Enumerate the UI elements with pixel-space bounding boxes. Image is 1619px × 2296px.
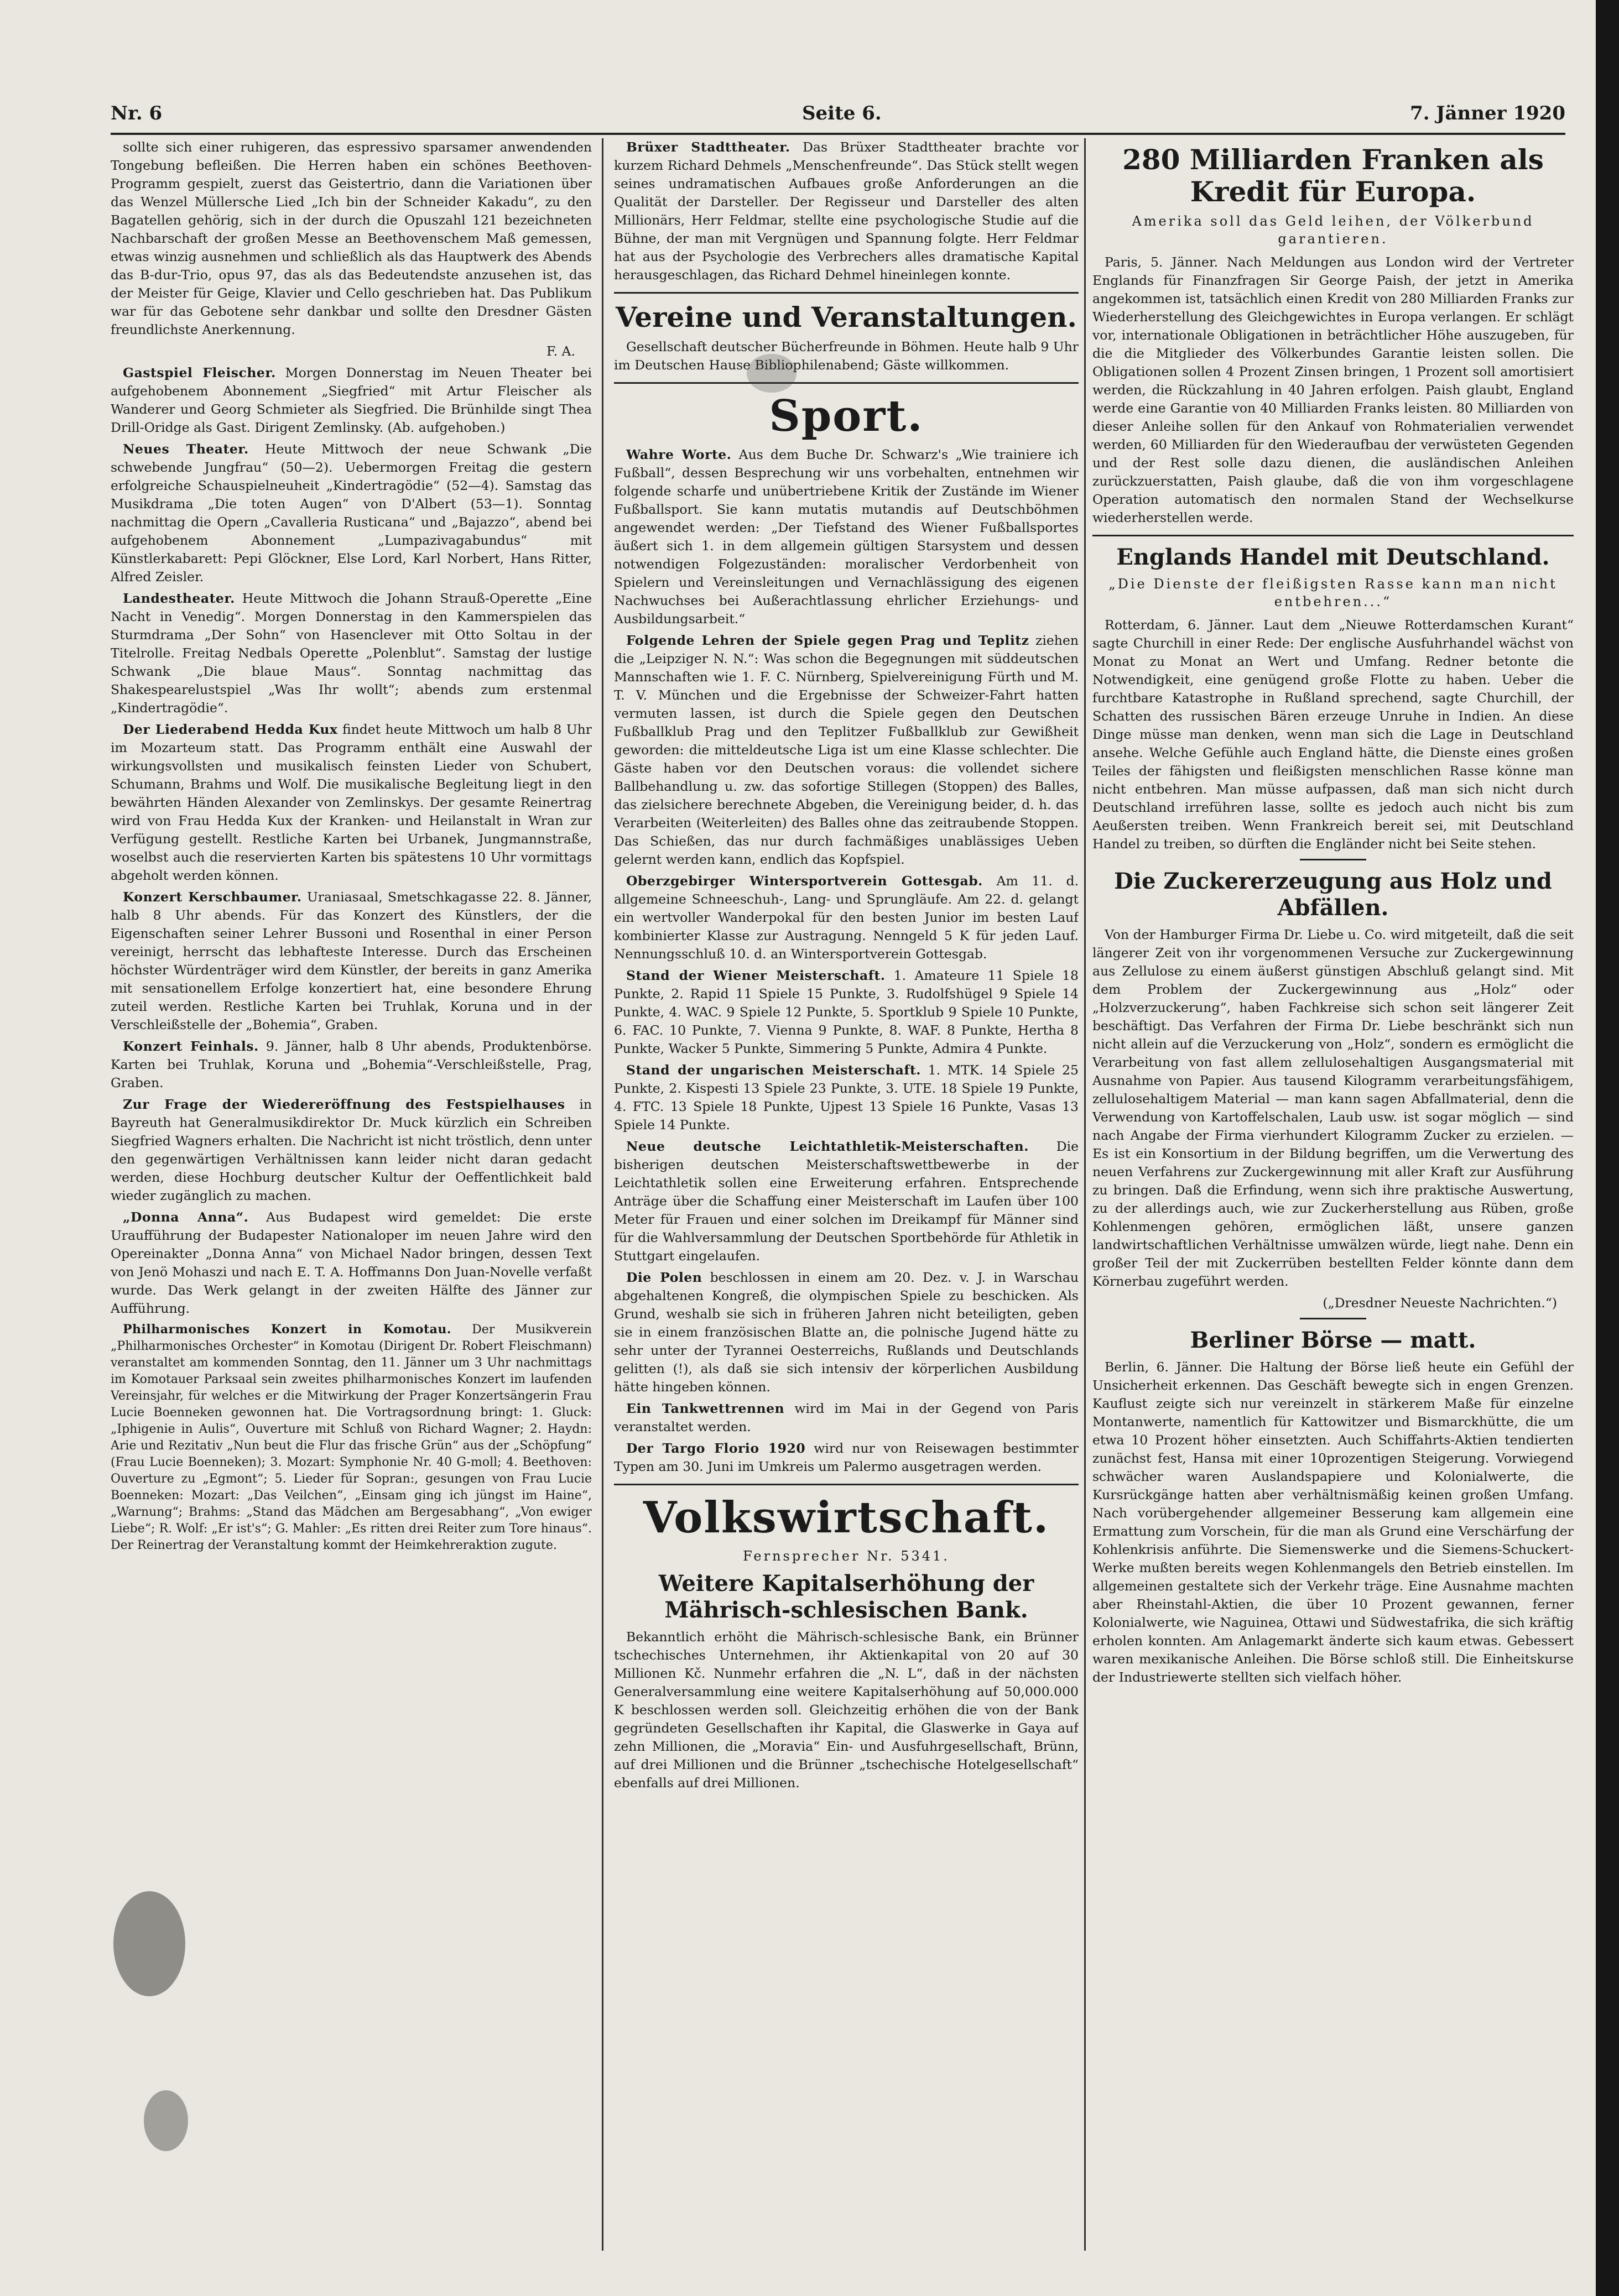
- item-body: findet heute Mittwoch um halb 8 Uhr im Mozarteum statt. Das Programm enthält eine Auswahl der wirkungsvollsten und musikalisch feinsten Lieder von Schubert, Schumann, Brahms und Wolf. Die musikalische Begleitung liegt in den bewährten Händen Alexander von Zemlinskys. Der gesamte Reinertrag wird von Frau Hedda Kux der Kranken- und Heilanstalt in Wran zur Verfügung gestellt. Restliche Karten bei Urbanek, Jungmannstraße, woselbst auch die reservierten Karten bis spätestens 10 Uhr vormittags abgeholt werden können.: [111, 722, 592, 883]
- item-lead: Wahre Worte.: [626, 447, 732, 462]
- article-paragraph: [614, 1061, 1079, 1134]
- section-rule: [1092, 535, 1574, 536]
- article-headline: Englands Handel mit Deutschland.: [1116, 544, 1550, 570]
- section-rule: [614, 382, 1079, 384]
- item-body: wird nur von Reisewagen bestimmter Typen am 30. Juni im Umkreis um Palermo ausgetragen werden.: [614, 1441, 1079, 1474]
- article-headline: Berliner Börse — matt.: [1190, 1327, 1476, 1353]
- item-body: Morgen Donnerstag im Neuen Theater bei aufgehobenem Abonnement „Siegfried“ mit Artur Fleischer als Wanderer und Georg Schmieter als Siegfried. Die Brünhilde singt Thea Drill-Oridge als Gast. Dirigent Zemlinsky. (Ab. aufgehoben.): [111, 365, 592, 435]
- item-lead: Stand der Wiener Meisterschaft.: [626, 968, 886, 983]
- article-subheadline: „Die Dienste der fleißigsten Rasse kann man nicht entbehren...“: [1108, 576, 1558, 609]
- item-lead: „Donna Anna“.: [123, 1209, 249, 1225]
- item-lead: Landestheater.: [123, 591, 235, 606]
- article-paragraph: [614, 967, 1079, 1058]
- item-body: Heute Mittwoch die Johann Strauß-Operette „Eine Nacht in Venedig“. Morgen Donnerstag in den Kammerspielen das Sturmdrama „Der Sohn“ von Hasenclever mit Otto Soltau in der Titelrolle. Freitag Nedbals Operette „Polenblut“. Samstag der lustige Schwank „Die blaue Maus“. Sonntag nachmittag das Shakespearelustspiel „Was Ihr wollt“; abends zum erstenmal „Kindertragödie“.: [111, 591, 592, 716]
- item-body: wird im Mai in der Gegend von Paris veranstaltet werden.: [614, 1401, 1079, 1434]
- article-headline: Weitere Kapitalserhöhung der Mährisch-schlesischen Bank.: [658, 1570, 1034, 1623]
- column-middle: [614, 138, 1079, 2251]
- item-body: Aus dem Buche Dr. Schwarz's „Wie trainiere ich Fußball“, dessen Besprechung wir uns vorbehalten, entnehmen wir folgende scharfe und unübertriebene Kritik der Zustände im Wiener Fußballsport. Sie kann mutatis mutandis auf Deutschböhmen angewendet werden: „Der Tiefstand des Wiener Fußballsportes äußert sich 1. in dem allgemein gültigen Starsystem und dessen notwendigen Folgezuständen: moralischer Verdorbenheit von Spielern und Vereinsleitungen und Vernachlässigung des eigenen Nachwuchses bei Außerachtlassung ehrlicher Erziehungs- und Ausbildungsarbeit.“: [614, 447, 1079, 627]
- item-lead: Ein Tankwettrennen: [626, 1401, 785, 1416]
- section-title-sport: Sport.: [769, 391, 924, 441]
- column-rule: [602, 138, 603, 2251]
- article-paragraph: Bekanntlich erhöht die Mährisch-schlesische Bank, ein Brünner tschechisches Unternehmen, ihr Aktienkapital von 20 auf 30 Millionen Kč. Nunmehr erfahren die „N. L“, daß in der nächsten Generalversammlung eine weitere Kapitalserhöhung auf 50,000.000 K beschlossen werden soll. Gleichzeitig erhöhen die von der Bank gegründeten Gesellschaften ihr Kapital, die Glaswerke in Gaya auf zehn Millionen, die „Moravia“ Ein- und Ausfuhrgesellschaft, Brünn, auf drei Millionen und die Brünner „tschechische Hotelgesellschaft“ ebenfalls auf drei Millionen.: [614, 1629, 1079, 1791]
- item-body: Der Musikverein „Philharmonisches Orchester“ in Komotau (Dirigent Dr. Robert Fleischmann) veranstaltet am kommenden Sonntag, den 11. Jänner um 3 Uhr nachmittags im Komotauer Parksaal sein zweites philharmonisches Konzert im laufenden Vereinsjahr, für welches er die Mitwirkung der Prager Konzertsängerin Frau Lucie Boenneken gewonnen hat. Die Vortragsordnung bringt: 1. Gluck: „Iphigenie in Aulis“, Ouverture mit Schluß von Richard Wagner; 2. Haydn: Arie und Rezitativ „Nun beut die Flur das frische Grün“ aus der „Schöpfung“ (Frau Lucie Boenneken); 3. Mozart: Symphonie Nr. 40 G-moll; 4. Beethoven: Ouverture zu „Egmont“; 5. Lieder für Sopran:, gesungen von Frau Lucie Boenneken: Mozart: „Das Veilchen“, „Einsam ging ich jüngst im Haine“, „Warnung“; Brahms: „Stand das Mädchen am Bergesabhang“, „Von ewiger Liebe“; R. Wolf: „Er ist's“; G. Mahler: „Es ritten drei Reiter zum Tore hinaus“. Der Reinertrag der Veranstaltung kommt der Heimkehreraktion zugute.: [111, 1323, 592, 1552]
- article-paragraph: [614, 1137, 1079, 1265]
- article-headline: Die Zuckererzeugung aus Holz und Abfällen.: [1114, 868, 1552, 921]
- phone-line: Fernsprecher Nr. 5341.: [743, 1548, 950, 1564]
- article-paragraph: Gesellschaft deutscher Bücherfreunde in Böhmen. Heute halb 9 Uhr im Deutschen Hause Bibliophilenabend; Gäste willkommen.: [614, 339, 1079, 373]
- article-paragraph: Berlin, 6. Jänner. Die Haltung der Börse ließ heute ein Gefühl der Unsicherheit erkennen. Das Geschäft bewegte sich in engen Grenzen. Kauflust zeigte sich nur vereinzelt in stärkerem Maße für einzelne Montanwerte, namentlich für Kattowitzer und Bismarckhütte, die um etwa 10 Prozent höher einsetzten. Auch Schiffahrts-Aktien tendierten zunächst fest, Hansa mit einer 10prozentigen Steigerung. Vorwiegend schwächer waren Auslandspapiere und Kolonialwerte, die Kursrückgänge hatten aber verhältnismäßig keinen großen Umfang. Nach vorübergehender allgemeiner Besserung kam allgemein eine Ermattung zum Vorschein, für die man als Grund eine Verschärfung der Kohlenkrisis anführte. Die Siemenswerke und die Siemens-Schuckert-Werke mußten bereits wegen Kohlenmangels den Betrieb einstellen. Im allgemeinen gestaltete sich der Verkehr träge. Eine Ausnahme machten aber Rheinstahl-Aktien, die über 10 Prozent gewannen, ferner Kolonialwerte, wie Naguinea, Ottawi und Südwestafrika, die sich kräftig erholen konnten. Am Anlagemarkt änderte sich kaum etwas. Gebessert waren mexikanische Anleihen. Die Börse schloß still. Die Einheitskurse der Industriewerte stellten sich vielfach höher.: [1092, 1359, 1574, 1685]
- item-lead: Neue deutsche Leichtathletik-Meisterschaften.: [626, 1139, 1029, 1154]
- page-header: [111, 97, 1565, 130]
- item-lead: Stand der ungarischen Meisterschaft.: [626, 1062, 921, 1078]
- item-lead: Der Liederabend Hedda Kux: [123, 722, 338, 737]
- item-body: 1. Amateure 11 Spiele 18 Punkte, 2. Rapid 11 Spiele 15 Punkte, 3. Rudolfshügel 9 Spiele 14 Punkte, 4. WAC. 9 Spiele 12 Punkte, 5. Sportklub 9 Spiele 10 Punkte, 6. FAC. 10 Punkte, 7. Vienna 9 Punkte, 8. WAF. 8 Punkte, Hertha 8 Punkte, Wacker 5 Punkte, Simmering 5 Punkte, Admira 4 Punkte.: [614, 968, 1079, 1056]
- item-lead: Oberzgebirger Wintersportverein Gottesgab.: [626, 873, 983, 889]
- item-lead: Philharmonisches Konzert in Komotau.: [123, 1322, 452, 1337]
- issue-number: Nr. 6: [111, 102, 163, 124]
- column-right: [1092, 138, 1574, 2251]
- item-body: Heute Mittwoch der neue Schwank „Die schwebende Jungfrau“ (50—2). Uebermorgen Freitag die gestern erfolgreiche Schauspielneuheit „Kindertragödie“ (52—4). Samstag das Musikdrama „Die toten Augen“ von D'Albert (53—1). Sonntag nachmittag die Opern „Cavalleria Rusticana“ und „Bajazzo“, abend bei aufgehobenem Abonnement „Lumpazivagabundus“ mit Künstlerkabarett: Pepi Glöckner, Else Lord, Karl Norbert, Hans Ritter, Alfred Zeisler.: [111, 441, 592, 585]
- item-lead: Die Polen: [626, 1270, 702, 1285]
- article-paragraph: [614, 138, 1079, 284]
- item-body: Uraniasaal, Smetschkagasse 22. 8. Jänner, halb 8 Uhr abends. Für das Konzert des Künstlers, der die Eigenschaften seiner Lehrer Bussoni und Rosenthal in einer Person vereinigt, herrscht das lebhafteste Interesse. Durch das Erscheinen höchster Würdenträger wird dem Künstler, der bereits in ganz Amerika mit sensationellem Erfolge konzertiert hat, eine besondere Ehrung zuteil werden. Restliche Karten bei Truhlak, Koruna und in der Verschleißstelle der „Bohemia“, Graben.: [111, 889, 592, 1032]
- item-body: Das Brüxer Stadttheater brachte vor kurzem Richard Dehmels „Menschenfreunde“. Das Stück stellt wegen seines undramatischen Aufbaues große Anforderungen an die Qualität der Darsteller. Der Regisseur und Darsteller des alten Millionärs, Herr Feldmar, stellte eine psychologische Studie auf die Bühne, der man mit Vergnügen und Spannung folgte. Herr Feldmar hat aus der Psychologie des Verbrechers alles dramatische Kapital herausgeschlagen, das Richard Dehmel hineinlegen konnte.: [614, 139, 1079, 283]
- article-paragraph: [614, 1269, 1079, 1396]
- section-title-vereine: Vereine und Veranstaltungen.: [616, 301, 1077, 333]
- item-lead: Neues Theater.: [123, 441, 249, 457]
- item-lead: Der Targo Florio 1920: [626, 1441, 806, 1456]
- item-body: beschlossen in einem am 20. Dez. v. J. in Warschau abgehaltenen Kongreß, die olympischen Spiele zu beschicken. Als Grund, weshalb sie sich in früheren Jahren nicht beteiligten, geben sie in einem französischen Blatte an, die polnische Jugend hätte zu sehr unter der Tyrannei Oesterreichs, Rußlands und Deutschlands gelitten (!), als daß sie sich intensiv der körperlichen Ausbildung hätte hingeben können.: [614, 1270, 1079, 1395]
- short-rule: [1300, 1318, 1366, 1319]
- article-paragraph: [111, 1095, 592, 1205]
- ink-stain: [113, 1891, 185, 1996]
- article-paragraph: [111, 1037, 592, 1092]
- item-body: in Bayreuth hat Generalmusikdirektor Dr. Muck kürzlich ein Schreiben Siegfried Wagners erhalten. Die Nachricht ist nicht tröstlich, denn unter den gegenwärtigen Verhältnissen kann leider nicht daran gedacht werden, diese Hochburg deutscher Kultur der Oeffentlichkeit bald wieder zugänglich zu machen.: [111, 1097, 592, 1203]
- issue-date: 7. Jänner 1920: [1410, 102, 1565, 124]
- article-paragraph: [111, 1321, 592, 1554]
- header-rule: [111, 133, 1565, 135]
- article-headline: 280 Milliarden Franken als Kredit für Europa.: [1122, 143, 1544, 208]
- item-body: Die bisherigen deutschen Meisterschaftswettbewerbe in der Leichtathletik sollen eine Erweiterung erfahren. Entsprechende Anträge über die Schaffung einer Meisterschaft im Laufen über 100 Meter für Frauen und einer solchen im Dreikampf für Männer sind für die Wahlversammlung der Deutschen Sportbehörde für Athletik in Stuttgart eingelaufen.: [614, 1139, 1079, 1264]
- article-paragraph: [614, 632, 1079, 869]
- article-paragraph: [111, 589, 592, 717]
- article-paragraph: Rotterdam, 6. Jänner. Laut dem „Nieuwe Rotterdamschen Kurant“ sagte Churchill in einer Rede: Der englische Ausfuhrhandel wächst von Monat zu Monat an Wert und Umfang. Redner betonte die Notwendigkeit, eine genügend große Flotte zu haben. Ueber die furchtbare Katastrophe in Rußland sprechend, sagte Churchill, der Schatten des russischen Bären erzeuge Unruhe in Indien. An diese Dinge müsse man denken, wenn man sich die Lage in Deutschland ansehe. Welche Gefühle auch England hätte, die Dienste eines großen Teiles der fähigsten und fleißigsten menschlichen Rasse könne man nicht entbehren. Man müsse aufpassen, daß man sich nicht durch Deutschland irreführen lasse, sollte es jedoch auch nicht bis zum Aeußersten treiben. Wenn Frankreich bereit sei, mit Deutschland Handel zu treiben, so dürften die Engländer nicht bei Seite stehen.: [1092, 617, 1574, 852]
- page-number: Seite 6.: [802, 102, 882, 124]
- article-paragraph: [111, 1208, 592, 1318]
- article-paragraph: [614, 1439, 1079, 1476]
- paper-stain: [747, 354, 797, 393]
- article-paragraph: sollte sich einer ruhigeren, das espressivo sparsamer anwendenden Tongebung befleißen. Die Herren haben ein schönes Beethoven-Programm gespielt, zuerst das Geistertrio, dann die Variationen über das Wenzel Müllersche Lied „Ich bin der Schneider Kakadu“, zu den Bagatellen gehörig, sich in der durch die Opuszahl 121 bezeichneten Nachbarschaft der großen Messe an Beethovenschem Maß gemessen, etwas winzig ausnehmen und schließlich als das Hauptwerk des Abends das B-dur-Trio, opus 97, das als das Bedeutendste anzusehen ist, das der Meister für Geige, Klavier und Cello geschrieben hat. Das Publikum war für das Gebotene sehr dankbar und sollte den Dresdner Gästen freundlichste Anerkennung.: [111, 139, 592, 337]
- source-note: („Dresdner Neueste Nachrichten.“): [1323, 1295, 1557, 1311]
- section-title-volkswirtschaft: Volkswirtschaft.: [643, 1493, 1050, 1543]
- item-lead: Zur Frage der Wiedereröffnung des Festspielhauses: [123, 1097, 565, 1112]
- item-body: 1. MTK. 14 Spiele 25 Punkte, 2. Kispesti 13 Spiele 23 Punkte, 3. UTE. 18 Spiele 19 Punkte, 4. FTC. 13 Spiele 18 Punkte, Ujpest 13 Spiele 16 Punkte, Vasas 13 Spiele 14 Punkte.: [614, 1062, 1079, 1133]
- section-rule: [614, 292, 1079, 294]
- article-paragraph: Von der Hamburger Firma Dr. Liebe u. Co. wird mitgeteilt, daß die seit längerer Zeit von ihr vorgenommenen Versuche zur Zuckergewinnung aus Zellulose zu einem äußerst günstigen Abschluß gelangt sind. Mit dem Problem der Zuckergewinnung aus „Holz“ oder „Holzverzuckerung“, haben Fachkreise sich schon seit längerer Zeit beschäftigt. Das Verfahren der Firma Dr. Liebe beschränkt sich nun nicht allein auf die Verzuckerung von „Holz“, sondern es ermöglicht die Verarbeitung von fast allem zellulosehaltigen Ausgangsmaterial mit Ausnahme von Papier. Aus tausend Kilogramm verarbeitungsfähigem, zellulosehaltigem Material — man kann sagen Abfallmaterial, denn die Verwendung von Kartoffelschalen, Laub usw. ist sogar möglich — sind nach Angabe der Firma vierhundert Kilogramm Zucker zu erzielen. — Es ist ein Konsortium in der Bildung begriffen, um die Verwertung des neuen Verfahrens zur Zuckergewinnung mit aller Kraft zur Ausführung zu bringen. Daß die Erfindung, wenn sich ihre praktische Auswertung, zu der allerdings auch, wie zur Zuckerherstellung aus Rüben, große Kohlenmengen gehören, ermöglichen läßt, unsere ganzen landwirtschaftlichen Verhältnisse umwälzen würde, liegt nahe. Denn ein großer Teil der mit Zuckerrüben bestellten Felder könnte dann dem Körnerbau zugeführt werden.: [1092, 927, 1574, 1289]
- article-paragraph: Paris, 5. Jänner. Nach Meldungen aus London wird der Vertreter Englands für Finanzfragen Sir George Paish, der jetzt in Amerika angekommen ist, tatsächlich einen Kredit von 280 Milliarden Franks zur Wiederherstellung des Gleichgewichtes in Europa verlangen. Er schlägt vor, internationale Obligationen in beträchtlicher Höhe auszugeben, für die die Mitglieder des Völkerbundes Garantie leisten sollen. Die Obligationen sollen 4 Prozent Zinsen bringen, 1 Prozent soll amortisiert werden, die Rückzahlung in 40 Jahren erfolgen. Paish glaubt, England werde eine Garantie von 40 Milliarden Franks leisten. 80 Milliarden von dieser Anleihe sollen für den Ankauf von Rohmaterialien verwendet werden, 60 Milliarden für den Wiederaufbau der verwüsteten Gegenden und der Rest solle dazu dienen, die ausländischen Anleihen zurückzuerstatten, Paish glaube, daß die von ihm vorgeschlagene Operation automatisch den normalen Stand der Wechselkurse wiederherstellen werde.: [1092, 254, 1574, 525]
- item-body: ziehen die „Leipziger N. N.“: Was schon die Begegnungen mit süddeutschen Mannschaften wie 1. F. C. Nürnberg, Spielvereinigung Fürth und M. T. V. München und die Ergebnisse der Schweizer-Fahrt hatten vermuten lassen, ist durch die Spiele gegen den Deutschen Fußballklub Prag und den Teplitzer Fußballklub zur Gewißheit geworden: die mitteldeutsche Liga ist um eine Klasse schlechter. Die Gäste haben vor den Deutschen voraus: die vollendet sichere Ballbehandlung u. zw. das sofortige Stillegen (Stoppen) des Balles, das zielsichere berechnete Abgeben, die Vereinigung beider, d. h. das Verarbeiten (Weiterleiten) des Balles ohne das zeitraubende Stoppen. Das Schießen, das nur durch fachmäßiges unablässiges Ueben gelernt werden kann, endlich das Kopfspiel.: [614, 633, 1079, 867]
- article-paragraph: [614, 1400, 1079, 1436]
- author-signature: F. A.: [546, 343, 575, 359]
- article-paragraph: [614, 446, 1079, 628]
- item-lead: Folgende Lehren der Spiele gegen Prag und Teplitz: [626, 633, 1029, 648]
- article-paragraph: [111, 440, 592, 586]
- item-body: 9. Jänner, halb 8 Uhr abends, Produktenbörse. Karten bei Truhlak, Koruna und „Bohemia“-Verschleißstelle, Prag, Graben.: [111, 1039, 592, 1090]
- article-paragraph: [614, 872, 1079, 963]
- scan-edge: [1596, 0, 1619, 2296]
- item-lead: Konzert Kerschbaumer.: [123, 889, 302, 905]
- ink-stain: [144, 2090, 188, 2151]
- short-rule: [1300, 859, 1366, 860]
- item-lead: Konzert Feinhals.: [123, 1039, 259, 1054]
- section-rule: [614, 1484, 1079, 1485]
- article-paragraph: [111, 364, 592, 437]
- item-body: Aus Budapest wird gemeldet: Die erste Uraufführung der Budapester Nationaloper im neuen Jahre wird den Opereinakter „Donna Anna“ von Michael Nador bringen, dessen Text von Jenö Mohaszi und nach E. T. A. Hoffmanns Don Juan-Novelle verfaßt wurde. Das Werk gelangt in der zweiten Hälfte des Jänner zur Aufführung.: [111, 1209, 592, 1316]
- article-paragraph: [111, 721, 592, 885]
- item-body: Am 11. d. allgemeine Schneeschuh-, Lang- und Sprungläufe. Am 22. d. gelangt ein wertvoller Wanderpokal für den besten Junior im besten Lauf kombinierter Klasse zur Austragung. Nenngeld 5 K für jeden Lauf. Nennungsschluß 10. d. an Wintersportverein Gottesgab.: [614, 873, 1079, 962]
- item-lead: Brüxer Stadttheater.: [626, 139, 790, 155]
- article-paragraph: [111, 888, 592, 1034]
- article-subheadline: Amerika soll das Geld leihen, der Völkerbund garantieren.: [1132, 213, 1534, 247]
- column-rule: [1084, 138, 1086, 2251]
- item-lead: Gastspiel Fleischer.: [123, 365, 276, 380]
